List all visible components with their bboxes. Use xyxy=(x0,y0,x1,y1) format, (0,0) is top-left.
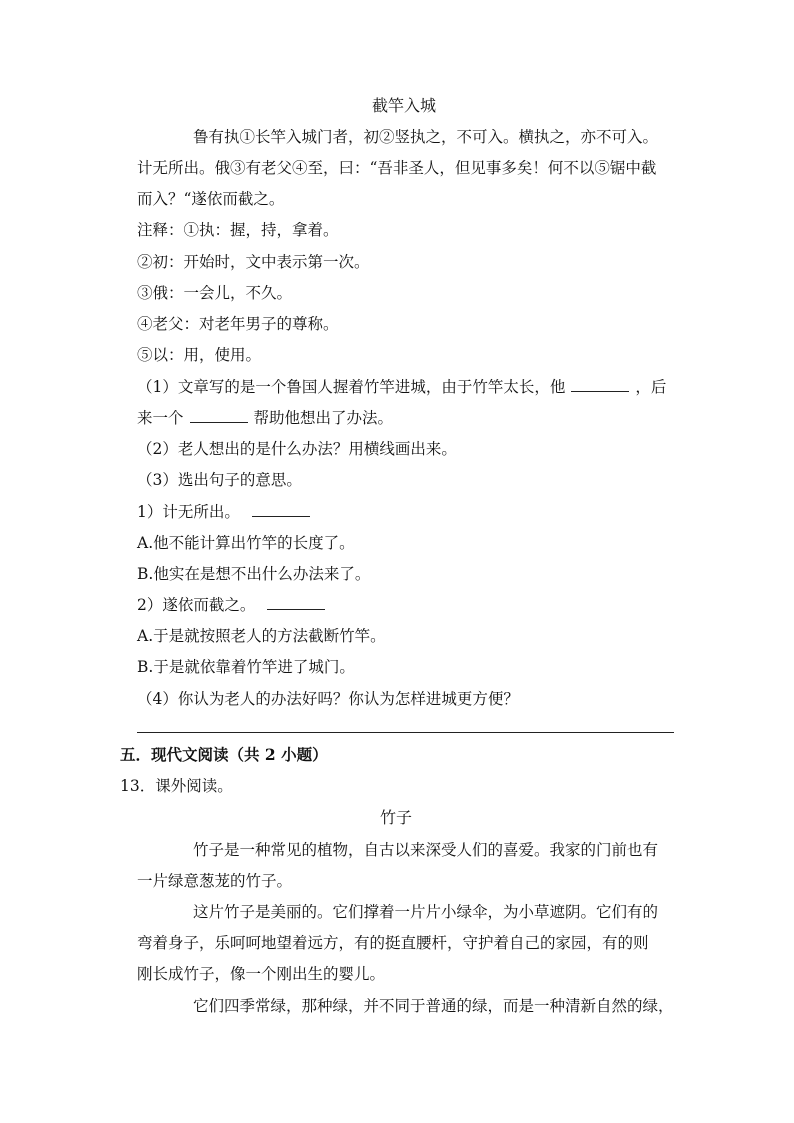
question-1-text-d: 帮助他想出了办法。 xyxy=(253,409,394,427)
question-4: （4）你认为老人的办法好吗？你认为怎样进城更方便？ xyxy=(137,690,519,708)
paragraph-line: 它们四季常绿，那种绿，并不同于普通的绿，而是一种清新自然的绿， xyxy=(193,997,674,1015)
question-3: （3）选出句子的意思。 xyxy=(137,471,302,489)
story-title: 截竿入城 xyxy=(372,96,437,115)
paragraph-line: 竹子是一种常见的植物，自古以来深受人们的喜爱。我家的门前也有 xyxy=(193,841,659,859)
question-1-text-a: （1）文章写的是一个鲁国人握着竹竿进城，由于竹竿太长，他 xyxy=(137,378,566,396)
question-1-line-2 xyxy=(137,408,393,428)
note-line: ④老父：对老年男子的尊称。 xyxy=(137,315,339,333)
option-a: A.他不能计算出竹竿的长度了。 xyxy=(137,534,355,552)
note-line: 注释：①执：握，持，拿着。 xyxy=(137,221,339,239)
paragraph-line: 弯着身子，乐呵呵地望着远方，有的挺直腰杆，守护着自己的家园，有的则 xyxy=(137,934,649,952)
answer-blank[interactable] xyxy=(571,377,629,392)
answer-line[interactable] xyxy=(137,732,674,733)
story-body-line: 计无所出。俄③有老父④至，曰：“吾非圣人，但见事多矣！何不以⑤锯中截 xyxy=(137,159,657,177)
paragraph-line: 这片竹子是美丽的。它们撑着一片片小绿伞，为小草遮阴。它们有的 xyxy=(193,903,659,921)
paragraph-line: 刚长成竹子，像一个刚出生的婴儿。 xyxy=(137,965,386,983)
question-1-text-c: 来一个 xyxy=(137,409,184,427)
option-a: A.于是就按照老人的方法截断竹竿。 xyxy=(137,627,386,645)
question-2: （2）老人想出的是什么办法？用横线画出来。 xyxy=(137,440,457,458)
story-body-line: 鲁有执①长竿入城门者，初②竖执之，不可入。横执之，亦不可入。 xyxy=(193,128,659,146)
story-title: 竹子 xyxy=(380,808,413,827)
note-line: ③俄：一会儿，不久。 xyxy=(137,284,293,302)
question-3-2 xyxy=(137,595,331,615)
question-1-text-b: ，后 xyxy=(635,378,667,396)
answer-blank[interactable] xyxy=(190,408,248,423)
question-3-1-text: 1）计无所出。 xyxy=(137,503,240,521)
answer-blank[interactable] xyxy=(267,595,325,610)
question-1-line-1 xyxy=(137,377,666,397)
section-heading: 五．现代文阅读（共 2 小题） xyxy=(120,745,328,764)
question-3-1 xyxy=(137,502,316,522)
option-b: B.于是就依靠着竹竿进了城门。 xyxy=(137,658,355,676)
question-3-2-text: 2）遂依而截之。 xyxy=(137,596,256,614)
note-line: ⑤以：用，使用。 xyxy=(137,346,262,364)
story-body-line: 而入？“遂依而截之。 xyxy=(137,190,285,208)
option-b: B.他实在是想不出什么办法来了。 xyxy=(137,565,371,583)
question-13: 13．课外阅读。 xyxy=(120,777,233,795)
answer-blank[interactable] xyxy=(252,502,310,517)
paragraph-line: 一片绿意葱茏的竹子。 xyxy=(137,872,293,890)
note-line: ②初：开始时，文中表示第一次。 xyxy=(137,253,370,271)
